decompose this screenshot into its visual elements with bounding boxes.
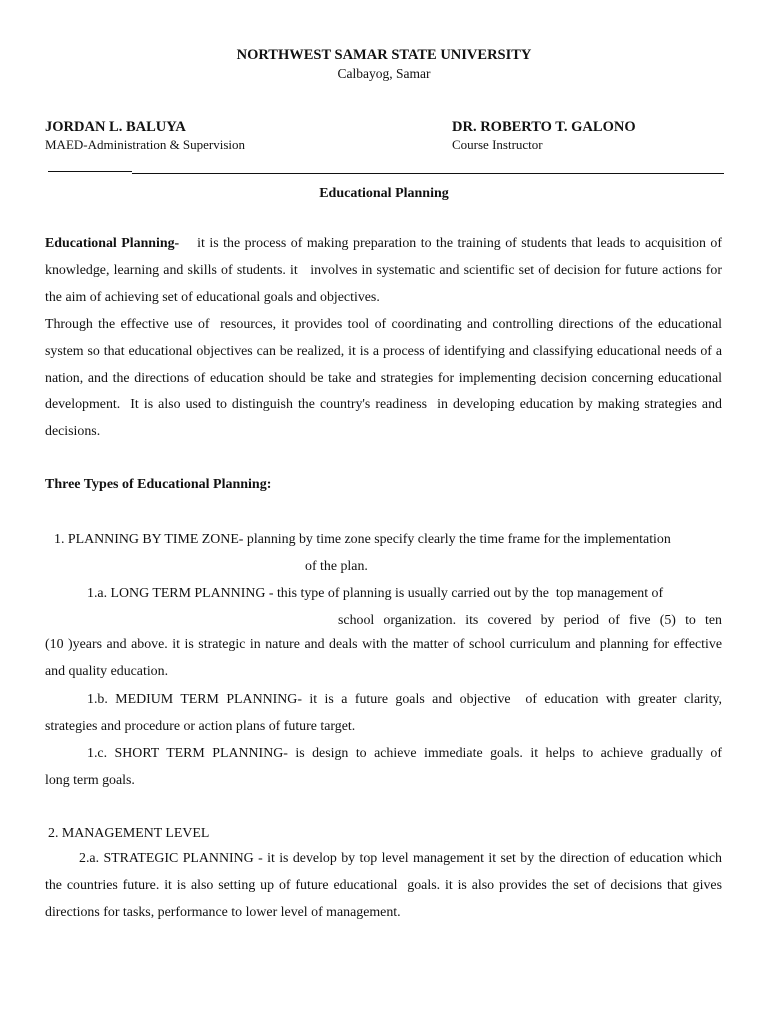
intro-text: it is the process of making preparation to the training of students that leads to acquisition of knowledge, learning and skills of students. it involves in systematic and scientific set of decision for future actions for the aim of achieving set of educational goals and objectives. bbox=[45, 236, 726, 305]
resources-paragraph: Through the effective use of resources, it provides tool of coordinating and controlling directions of the educational system so that educational objectives can be realized, it is a process of identifying and classifying educational needs of a nation, and the directions of education should be take and strategies for implementing decision concerning educational development. It is also used to distinguish the country's readiness in developing education by making strategies and decisions. bbox=[45, 317, 726, 440]
intro-paragraph bbox=[45, 231, 726, 311]
item-1b-line: 1.b. MEDIUM TERM PLANNING- it is a future goals and objective of education with greater clarity, bbox=[87, 692, 722, 707]
item-1c-line: 1.c. SHORT TERM PLANNING- is design to achieve immediate goals. it helps to achieve gradually of bbox=[87, 746, 722, 761]
item-1a-line-cont: school organization. its covered by period of five (5) to ten bbox=[338, 613, 722, 628]
instructor-name: DR. ROBERTO T. GALONO bbox=[452, 119, 636, 135]
header-divider bbox=[132, 173, 724, 174]
item-1b-line-cont: strategies and procedure or action plans of future target. bbox=[45, 719, 356, 734]
university-name: NORTHWEST SAMAR STATE UNIVERSITY bbox=[236, 47, 532, 63]
instructor-role: Course Instructor bbox=[452, 137, 543, 152]
item-2a-paragraph: 2.a. STRATEGIC PLANNING - it is develop by top level management it set by the direction of education which the countries future. it is also setting up of future educational goals. it is also provides the set of decisions that gives directions for tasks, performance to lower level of management. bbox=[45, 851, 726, 920]
intro-term: Educational Planning- bbox=[45, 236, 180, 251]
author-name: JORDAN L. BALUYA bbox=[45, 119, 186, 135]
item-2-heading: 2. MANAGEMENT LEVEL bbox=[48, 826, 210, 841]
header-divider-short bbox=[48, 171, 132, 172]
item-1c-line-cont: long term goals. bbox=[45, 773, 135, 788]
university-location: Calbayog, Samar bbox=[337, 66, 431, 81]
item-1-heading-cont: of the plan. bbox=[305, 559, 368, 574]
item-1-heading: 1. PLANNING BY TIME ZONE- planning by time zone specify clearly the time frame for the implementation bbox=[54, 532, 671, 547]
document-title: Educational Planning bbox=[319, 186, 449, 201]
item-1a-line: 1.a. LONG TERM PLANNING - this type of planning is usually carried out by the top management of bbox=[87, 586, 664, 601]
types-heading: Three Types of Educational Planning: bbox=[45, 477, 272, 492]
author-program: MAED-Administration & Supervision bbox=[45, 137, 246, 152]
item-1a-paragraph: (10 )years and above. it is strategic in nature and deals with the matter of school curriculum and planning for effective and quality education. bbox=[45, 637, 726, 679]
